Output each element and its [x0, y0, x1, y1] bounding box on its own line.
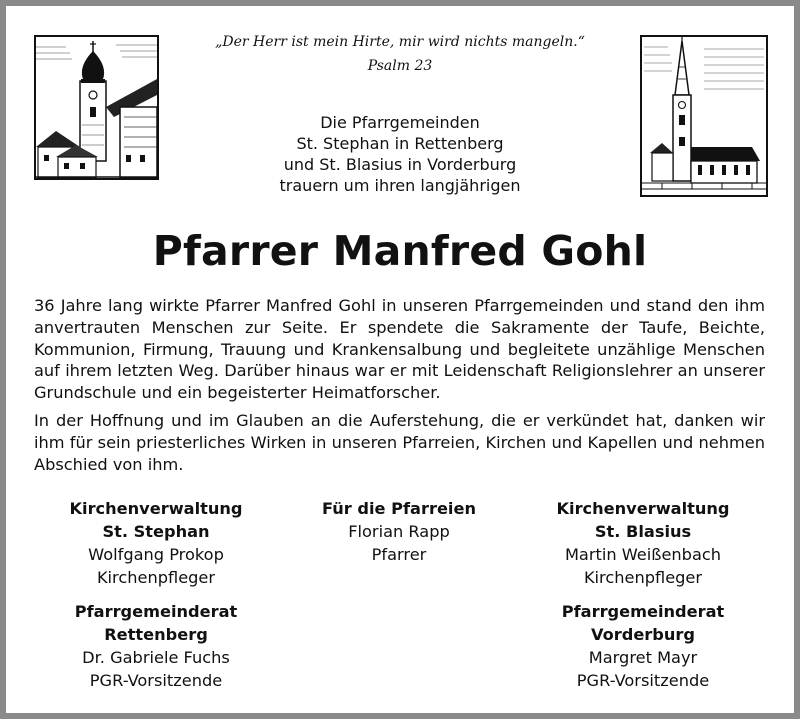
intro-line: Die Pfarrgemeinden: [320, 113, 480, 132]
signatory-org: Kirchenverwaltung: [556, 499, 730, 518]
farewell-paragraph: In der Hoffnung und im Glauben an die Auferstehung, die er verkündet hat, danken wir ihm für sein priesterliches Wirken in unseren Pfarreien, Kirchen und Kapellen und nehmen Abschied von ihm.: [34, 411, 765, 474]
intro-line: trauern um ihren langjährigen: [279, 176, 521, 195]
signatory-block: [528, 497, 758, 589]
signatory-block: [41, 600, 271, 692]
signatory-block: [41, 497, 271, 589]
signatory-name: Martin Weißenbach: [564, 545, 722, 564]
signatory-role: PGR-Vorsitzende: [576, 671, 710, 690]
signatory-org: Kirchenverwaltung: [69, 499, 243, 518]
intro-text: [6, 112, 794, 196]
signatory-block: [528, 600, 758, 692]
intro-line: und St. Blasius in Vorderburg: [283, 155, 517, 174]
signatory-org-detail: Rettenberg: [104, 625, 208, 644]
signatory-name: Margret Mayr: [588, 648, 698, 667]
signatory-role: Kirchenpfleger: [583, 568, 703, 587]
signatory-org-detail: St. Stephan: [102, 522, 210, 541]
signatory-org: Für die Pfarreien: [322, 499, 476, 518]
deceased-name: Pfarrer Manfred Gohl: [152, 227, 648, 275]
psalm-quote: „Der Herr ist mein Hirte, mir wird nichts mangeln.“: [215, 34, 585, 50]
signatory-org-detail: St. Blasius: [594, 522, 692, 541]
tribute-paragraph: 36 Jahre lang wirkte Pfarrer Manfred Gohl in unseren Pfarrgemeinden und stand den ihm anvertrauten Menschen zur Seite. Er spendete die Sakramente der Taufe, Beichte, Kommunion, Firmung, Trauung und Krankensalbung und begleitete unzählige Menschen auf ihrem letzten Weg. Darüber hinaus war er mit Leidenschaft Religionslehrer an unserer Grundschule und ein begeisterter Heimatforscher.: [34, 296, 765, 403]
signatory-name: Florian Rapp: [348, 522, 450, 541]
obituary-notice: [6, 6, 794, 713]
signatory-role: Pfarrer: [371, 545, 427, 564]
signatory-block: [284, 497, 514, 566]
signatory-role: Kirchenpfleger: [96, 568, 216, 587]
signatory-role: PGR-Vorsitzende: [89, 671, 223, 690]
signatory-org-detail: Vorderburg: [591, 625, 695, 644]
signatory-name: Dr. Gabriele Fuchs: [82, 648, 230, 667]
intro-line: St. Stephan in Rettenberg: [296, 134, 504, 153]
signatory-name: Wolfgang Prokop: [88, 545, 224, 564]
psalm-reference: Psalm 23: [367, 58, 433, 74]
signatory-org: Pfarrgemeinderat: [74, 602, 238, 621]
signatory-org: Pfarrgemeinderat: [561, 602, 725, 621]
